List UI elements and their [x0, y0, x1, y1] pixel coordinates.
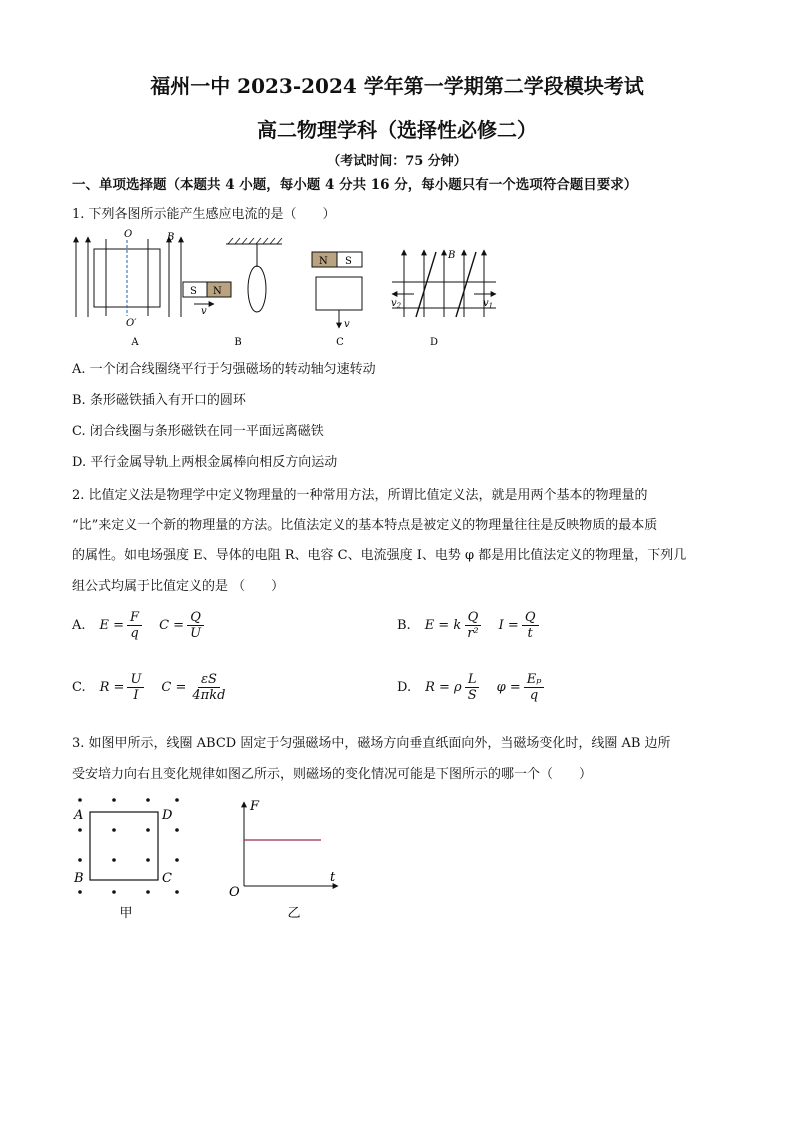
label-v1: $v_1$ [483, 298, 494, 310]
figure-d [391, 250, 496, 317]
exam-title: 福州一中 2023-2024 学年第一学期第二学段模块考试 [150, 74, 644, 98]
fig-label-a: A [131, 337, 139, 348]
label-n: N [213, 286, 222, 297]
q2-line-4: 组公式均属于比值定义的是 （ ） [72, 579, 285, 594]
figure-a [76, 229, 181, 329]
label-o-prime: O′ [126, 318, 137, 329]
q1-option-a: A. 一个闭合线圈绕平行于匀强磁场的转动轴匀速转动 [72, 362, 376, 377]
q3-line-1: 3. 如图甲所示，线圈 ABCD 固定于匀强磁场中，磁场方向垂直纸面向外，当磁场变化时，线圈 AB 边所 [72, 736, 671, 751]
q2-option-d: D. R = ρ $\frac{L}{S}$ φ = $\frac{\text{Eₚ}}{q}$ [397, 672, 547, 703]
label-d: D [162, 808, 173, 823]
q1-option-c: C. 闭合线圈与条形磁铁在同一平面远离磁铁 [72, 424, 324, 439]
figure-jia [73, 798, 179, 921]
label-v: v [344, 319, 350, 330]
label-b: B [74, 871, 84, 886]
label-o: O [124, 229, 133, 240]
q2-line-1: 2. 比值定义法是物理学中定义物理量的一种常用方法，所谓比值定义法，就是用两个基本的物理量的 [72, 488, 648, 503]
figure-b [183, 238, 282, 317]
q3-line-2: 受安培力向右且变化规律如图乙所示，则磁场的变化情况可能是下图所示的哪一个（ ） [72, 767, 593, 782]
label-f: F [250, 799, 260, 814]
label-v: v [201, 306, 207, 317]
exam-subtitle: 高二物理学科（选择性必修二） [257, 118, 537, 142]
q2-option-b: B. E = k $\frac{Q}{\text{r²}}$ I = $\frac{Q}{t}$ [397, 610, 542, 641]
fig-label-d: D [429, 337, 439, 348]
q1-option-d: D. 平行金属导轨上两根金属棒向相反方向运动 [72, 455, 338, 470]
label-s: S [190, 286, 197, 297]
q1-stem: 1. 下列各图所示能产生感应电流的是（ ） [72, 207, 336, 222]
q2-option-c: C. R = $\frac{U}{I}$ C = $\frac{\varepsilon S}{\text{4πkd}}$ [72, 672, 226, 703]
fig-label-b: B [234, 337, 242, 348]
section-heading: 一、单项选择题（本题共 4 小题，每小题 4 分共 16 分，每小题只有一个选项符合题目要求） [72, 177, 638, 193]
caption-yi: 乙 [287, 906, 301, 921]
label-c: C [162, 871, 172, 886]
exam-time: （考试时间：75 分钟） [327, 154, 467, 169]
caption-jia: 甲 [119, 906, 133, 921]
q2-option-a: A. E = $\frac{F}{q}$ C = $\frac{Q}{U}$ [72, 610, 207, 641]
figure-c [312, 252, 362, 330]
label-a: A [74, 808, 84, 823]
label-t: t [330, 870, 336, 885]
label-n: N [319, 256, 328, 267]
q1-figures [64, 222, 514, 350]
label-s: S [345, 256, 352, 267]
q2-line-2: “比”来定义一个新的物理量的方法。比值法定义的基本特点是被定义的物理量往往是反映物质的最本质 [72, 518, 658, 533]
label-b: B [448, 250, 456, 261]
q3-figures [66, 790, 356, 925]
q1-option-b: B. 条形磁铁插入有开口的圆环 [72, 393, 246, 408]
q2-line-3: 的属性。如电场强度 E、导体的电阻 R、电容 C、电流强度 I、电势 φ 都是用比值法定义的物理量，下列几 [72, 548, 687, 563]
label-b: B [167, 232, 175, 243]
fig-label-c: C [336, 337, 344, 348]
figure-yi [229, 799, 338, 921]
label-origin: O [229, 885, 240, 900]
label-v2: $v_2$ [391, 298, 402, 310]
